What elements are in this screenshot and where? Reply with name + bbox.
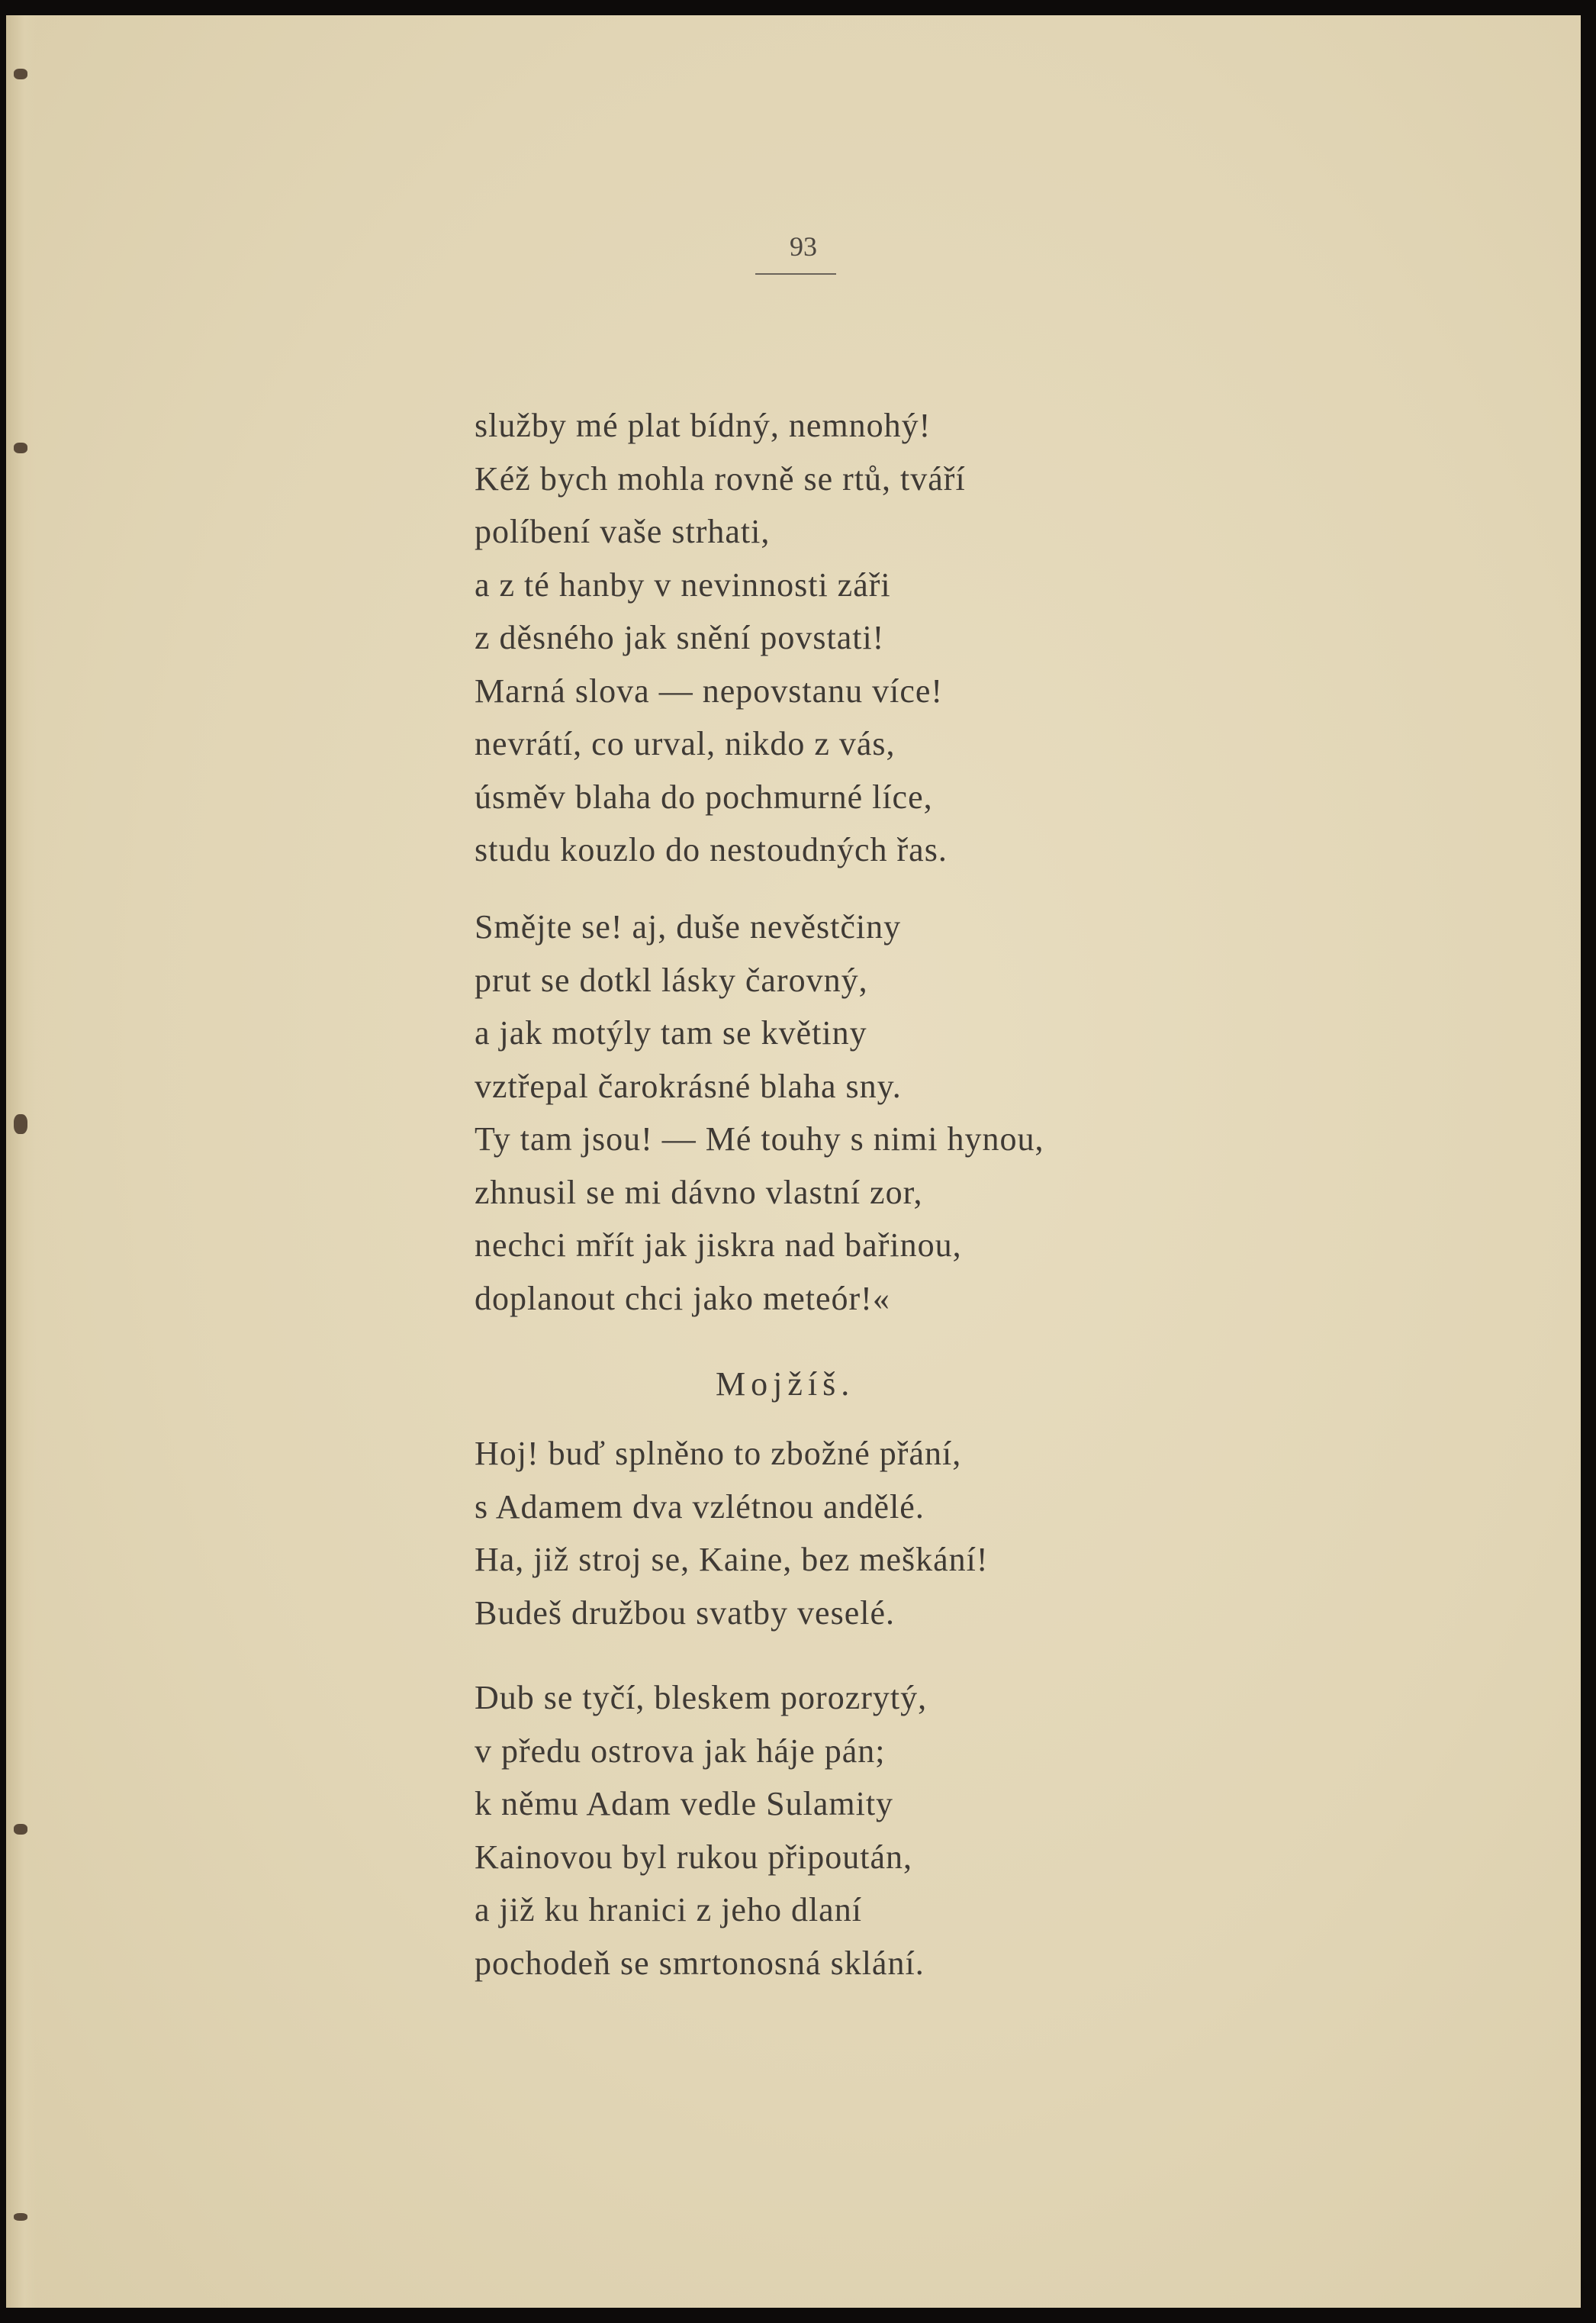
verse-line: Budeš družbou svatby veselé. [475, 1593, 895, 1632]
page-number: 93 [790, 231, 817, 262]
verse-line: Hoj! buď splněno to zbožné přání, [475, 1435, 962, 1472]
verse-line: vztřepal čarokrásné blaha sny. [475, 1067, 902, 1105]
verse-line: s Adamem dva vzlétnou andělé. [475, 1487, 925, 1526]
verse-line: nevrátí, co urval, nikdo z vás, [475, 725, 896, 762]
verse-line: a z té hanby v nevinnosti záři [475, 565, 891, 604]
verse-line: pochodeň se smrtonosná sklání. [475, 1944, 925, 1982]
verse-line: a již ku hranici z jeho dlaní [475, 1891, 862, 1928]
verse-line: Ha, již stroj se, Kaine, bez meškání! [475, 1541, 989, 1578]
binding-mark [14, 2213, 27, 2221]
verse-line: služby mé plat bídný, nemnohý! [475, 407, 932, 444]
verse-line: Dub se tyčí, bleskem porozrytý, [475, 1679, 928, 1716]
verse-line: Kéž bych mohla rovně se rtů, tváří [475, 459, 966, 498]
binding-mark [14, 443, 27, 453]
verse-line: zhnusil se mi dávno vlastní zor, [475, 1173, 923, 1211]
page-number-rule [755, 273, 836, 275]
verse-line: Smějte se! aj, duše nevěstčiny [475, 908, 902, 946]
verse-line: prut se dotkl lásky čarovný, [475, 961, 868, 999]
binding-mark [14, 1824, 27, 1835]
binding-mark [14, 1114, 27, 1134]
verse-line: doplanout chci jako meteór!« [475, 1279, 890, 1317]
verse-line: políbení vaše strhati, [475, 513, 771, 550]
verse-line: studu kouzlo do nestoudných řas. [475, 831, 948, 868]
verse-line: Kainovou byl rukou připoután, [475, 1838, 913, 1876]
stanza-3 [475, 1427, 989, 1639]
verse-line: v předu ostrova jak háje pán; [475, 1732, 886, 1770]
verse-line: úsměv blaha do pochmurné líce, [475, 778, 933, 816]
verse-line: Marná slova — nepovstanu více! [475, 672, 944, 710]
stanza-2 [475, 901, 1044, 1325]
verse-line: nechci mřít jak jiskra nad bařinou, [475, 1226, 962, 1264]
verse-line: z děsného jak snění povstati! [475, 619, 885, 656]
binding-mark [14, 69, 27, 79]
stanza-1 [475, 399, 966, 877]
page-spine-edge [6, 15, 37, 2308]
speaker-heading: Mojžíš. [716, 1365, 855, 1403]
verse-line: a jak motýly tam se květiny [475, 1014, 867, 1052]
verse-line: k němu Adam vedle Sulamity [475, 1785, 894, 1822]
book-page [6, 15, 1581, 2308]
verse-line: Ty tam jsou! — Mé touhy s nimi hynou, [475, 1120, 1044, 1158]
stanza-4 [475, 1671, 927, 1990]
